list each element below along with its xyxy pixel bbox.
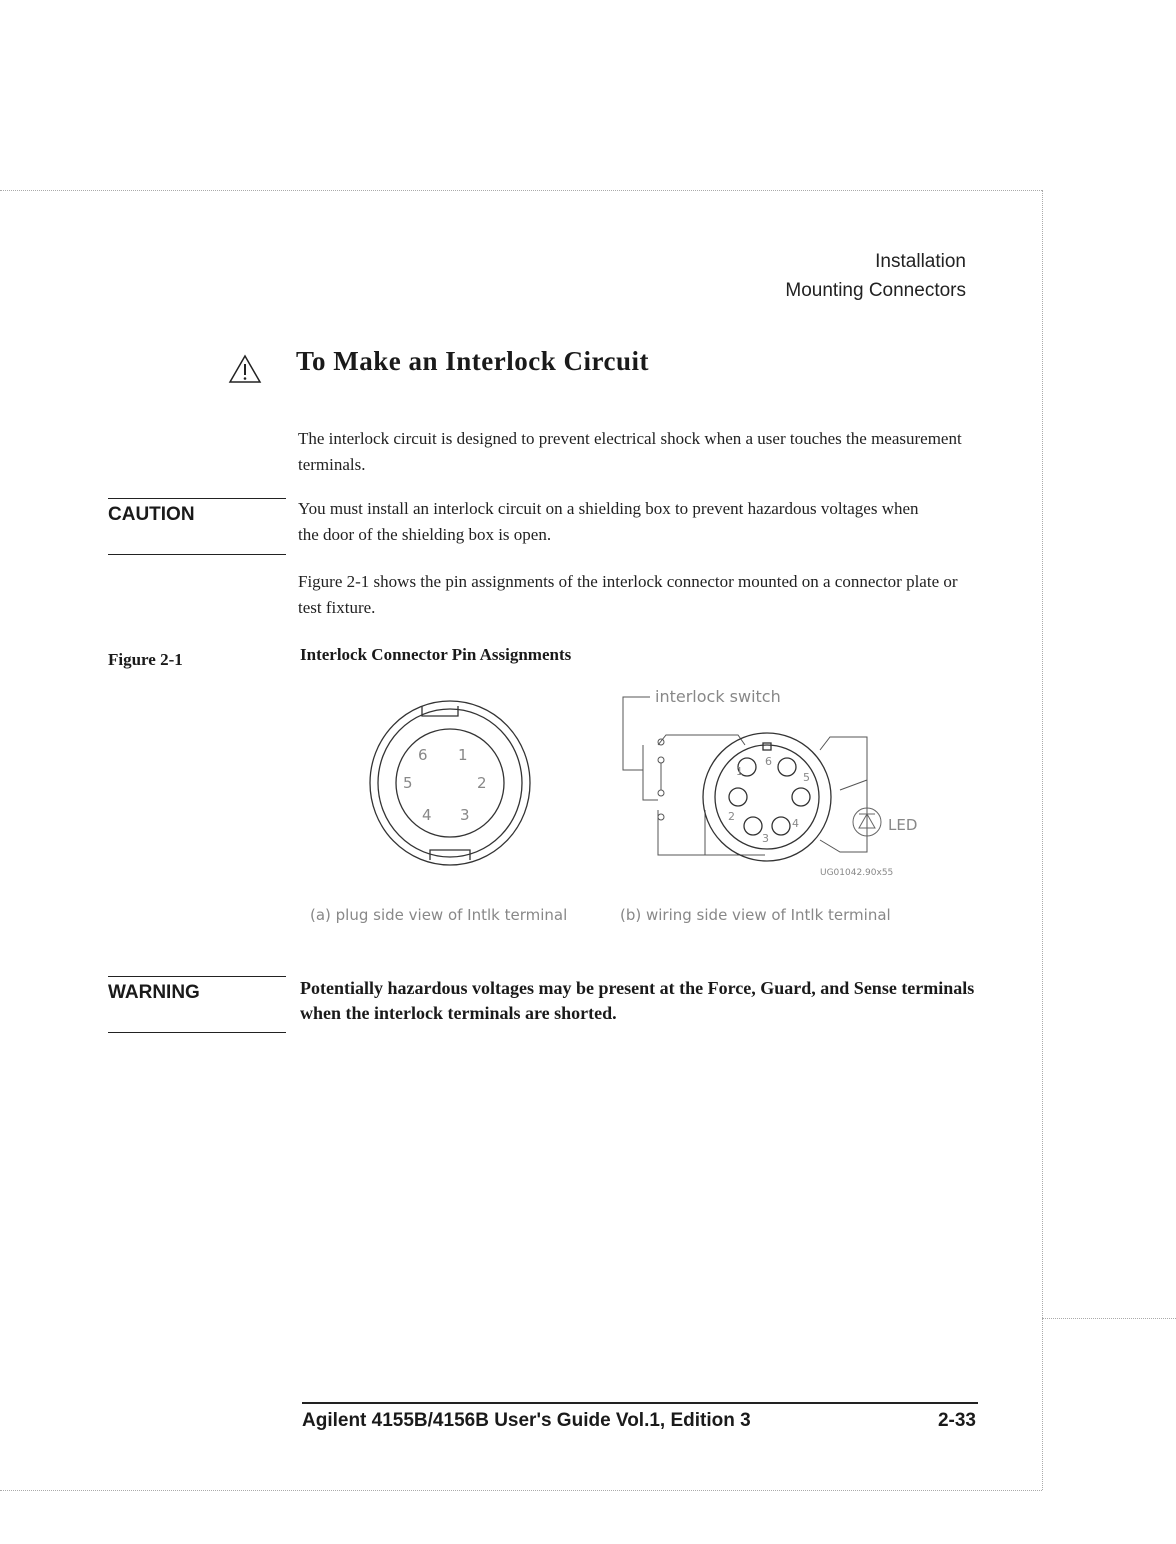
plug-pin-2: 2: [477, 774, 487, 792]
page-title: To Make an Interlock Circuit: [296, 346, 650, 376]
caution-label: CAUTION: [108, 504, 195, 525]
plug-pin-labels: [403, 746, 487, 824]
page-edge-right-ext: [1042, 1318, 1176, 1319]
plug-pin-5: 5: [403, 774, 413, 792]
caution-rule-bottom: [108, 554, 286, 555]
svg-text:6: 6: [765, 755, 772, 768]
caption-b: (b) wiring side view of Intlk terminal: [620, 906, 891, 924]
svg-text:5: 5: [803, 771, 810, 784]
caution-text: You must install an interlock circuit on a shielding box to prevent hazardous voltages when the door of the shielding box is open.: [298, 499, 919, 544]
caption-a: (a) plug side view of Intlk terminal: [310, 906, 568, 924]
wiring-pin-labels: [728, 755, 810, 845]
page-number: 2-33: [937, 1410, 976, 1431]
warning-label: WARNING: [108, 982, 200, 1003]
figure-code: UG01042.90x55: [820, 868, 894, 878]
svg-text:1: 1: [736, 765, 743, 778]
warning-rule-bottom: [108, 1032, 286, 1033]
intro-paragraph: The interlock circuit is designed to prevent electrical shock when a user touches the measurement terminals.: [298, 429, 962, 474]
caution-rule-top: [108, 498, 286, 499]
page-edge-right: [1042, 190, 1043, 1490]
page-edge-top: [0, 190, 1042, 191]
led-label: LED: [888, 816, 918, 834]
warning-triangle-icon: [228, 354, 262, 384]
plug-side-connector: [370, 701, 530, 865]
svg-text:2: 2: [728, 810, 735, 823]
figure-title: Interlock Connector Pin Assignments: [300, 645, 572, 664]
warning-text: Potentially hazardous voltages may be present at the Force, Guard, and Sense terminals when the interlock terminals are shorted.: [300, 978, 975, 1023]
figure-label: Figure 2-1: [108, 650, 183, 669]
footer-guide-title: Agilent 4155B/4156B User's Guide Vol.1, Edition 3: [302, 1410, 751, 1431]
plug-pin-6: 6: [418, 746, 428, 764]
footer-rule: [302, 1402, 978, 1404]
plug-pin-4: 4: [422, 806, 432, 824]
header-chapter: Installation: [875, 251, 966, 272]
header-section: Mounting Connectors: [785, 280, 966, 301]
interlock-connector-diagram: [300, 680, 940, 930]
plug-pin-3: 3: [460, 806, 470, 824]
warning-rule-top: [108, 976, 286, 977]
svg-text:3: 3: [762, 832, 769, 845]
plug-pin-1: 1: [458, 746, 468, 764]
interlock-switch-label: interlock switch: [655, 687, 781, 706]
page-edge-bottom: [0, 1490, 1042, 1491]
svg-text:4: 4: [792, 817, 799, 830]
figure-reference-paragraph: Figure 2-1 shows the pin assignments of the interlock connector mounted on a connector plate or test fixture.: [298, 572, 958, 617]
